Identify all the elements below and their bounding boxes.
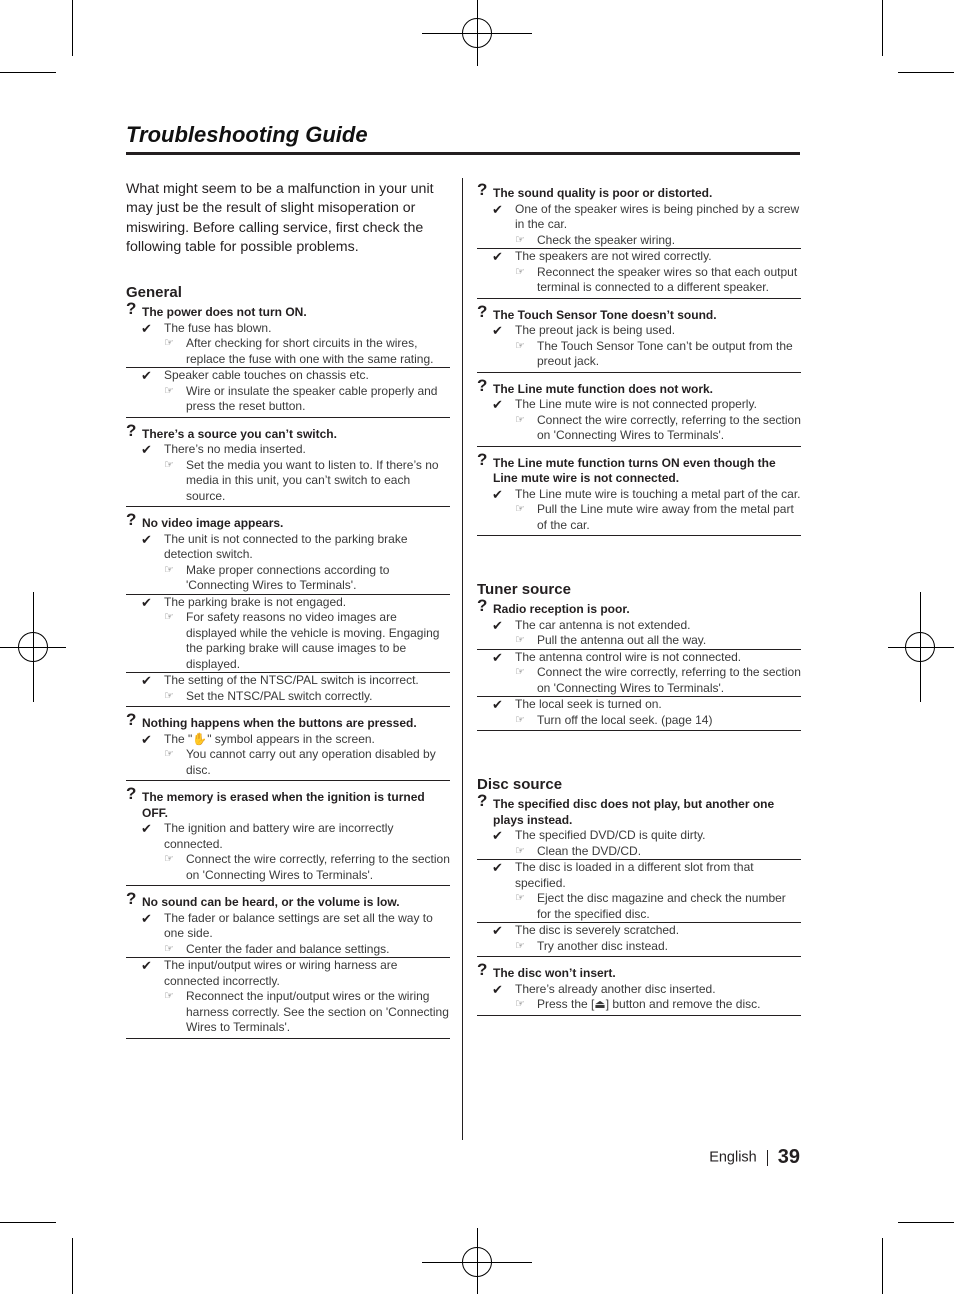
cause-block [477, 248, 801, 296]
problem-title [126, 299, 450, 321]
cause-block [126, 442, 450, 504]
remedy-line [477, 339, 801, 370]
problem-title [126, 420, 450, 443]
cause-block [477, 202, 801, 249]
cause-text: The unit is not connected to the parking brake detection switch. [164, 531, 408, 562]
problem-entry [126, 710, 450, 781]
cause-text: The local seek is turned on. [515, 697, 662, 711]
crop-mark [0, 72, 56, 73]
problem-entry [477, 301, 801, 373]
cause-block [126, 732, 450, 779]
problem-entry [126, 889, 450, 1039]
check-icon: ✔ [141, 821, 152, 837]
check-icon: ✔ [492, 323, 503, 338]
remedy-line [126, 458, 450, 505]
cause-line [126, 368, 450, 384]
cause-line [126, 958, 450, 989]
footer-language: English [709, 1149, 757, 1166]
section-heading: Tuner source [477, 581, 571, 598]
question-icon: ? [477, 449, 488, 469]
remedy-text: The Touch Sensor Tone can’t be output from the preout jack. [537, 338, 793, 368]
hand-pointer-icon: ☞ [515, 339, 525, 352]
check-icon: ✔ [492, 860, 503, 875]
hand-pointer-icon: ☞ [164, 337, 174, 350]
right-column [477, 180, 801, 1025]
cause-block [126, 532, 450, 594]
cause-block [477, 618, 801, 649]
hand-pointer-icon: ☞ [164, 563, 174, 576]
intro-paragraph: What might seem to be a malfunction in your unit may just be the result of slight misoperation or miswiring. Before calling service, first check the following table for possible problems. [126, 181, 434, 255]
registration-circle [905, 632, 935, 662]
section-block [477, 180, 801, 536]
hand-pointer-icon: ☞ [515, 265, 525, 278]
hand-pointer-icon: ☞ [164, 853, 174, 866]
hand-pointer-icon: ☞ [515, 939, 525, 952]
problem-entry [126, 784, 450, 886]
check-icon: ✔ [141, 958, 152, 974]
hand-pointer-icon: ☞ [515, 713, 525, 726]
check-icon: ✔ [492, 981, 503, 997]
problem-text: The Line mute function does not work. [493, 381, 714, 396]
check-icon: ✔ [141, 531, 152, 547]
problem-title [477, 791, 801, 828]
hand-pointer-icon: ☞ [164, 384, 174, 397]
remedy-text: Check the speaker wiring. [537, 232, 676, 247]
problem-title [477, 375, 801, 398]
cause-line [126, 821, 450, 852]
problem-entry [477, 960, 801, 1016]
problem-title [126, 889, 450, 911]
cause-line [477, 323, 801, 339]
section-heading: General [126, 284, 182, 302]
section-heading: Disc source [477, 776, 563, 793]
cause-block [126, 321, 450, 368]
remedy-line [477, 713, 801, 729]
left-column [126, 180, 450, 1048]
remedy-line [477, 997, 801, 1013]
problem-title [477, 180, 801, 202]
remedy-line [477, 844, 801, 860]
cause-text: The disc is severely scratched. [515, 923, 680, 937]
question-icon: ? [477, 791, 488, 810]
remedy-line [126, 942, 450, 958]
remedy-line [126, 747, 450, 778]
remedy-line [126, 384, 450, 415]
problem-title [477, 596, 801, 618]
question-icon: ? [126, 299, 137, 319]
check-icon: ✔ [141, 731, 152, 747]
cause-text: The parking brake is not engaged. [164, 594, 347, 609]
question-icon: ? [477, 375, 488, 395]
title-rule [126, 152, 800, 155]
problem-text: There’s a source you can’t switch. [142, 426, 337, 441]
cause-text: The specified DVD/CD is quite dirty. [515, 828, 706, 842]
cause-line [477, 923, 801, 939]
remedy-line [126, 563, 450, 594]
check-icon: ✔ [492, 617, 503, 633]
question-icon: ? [477, 596, 488, 615]
problem-text: The Touch Sensor Tone doesn’t sound. [493, 307, 717, 322]
problem-entry [477, 180, 801, 299]
column-divider [462, 178, 463, 1140]
remedy-text: For safety reasons no video images are displayed while the vehicle is moving. Engaging the parking brake will cause images to be displayed. [186, 610, 440, 671]
problem-text: The memory is erased when the ignition is turned OFF. [142, 790, 425, 820]
problem-text: The power does not turn ON. [142, 305, 307, 320]
cause-line [477, 202, 801, 233]
hand-pointer-icon: ☞ [164, 458, 174, 471]
page-footer [709, 1146, 800, 1169]
cause-line [477, 697, 801, 713]
remedy-line [477, 891, 801, 922]
cause-text: The Line mute wire is not connected properly. [515, 397, 757, 411]
check-icon: ✔ [141, 442, 152, 458]
remedy-line [477, 939, 801, 955]
cause-line [477, 650, 801, 666]
question-icon: ? [126, 889, 137, 909]
remedy-line [477, 265, 801, 296]
cause-text: There’s already another disc inserted. [515, 981, 716, 996]
remedy-text: Reconnect the speaker wires so that each output terminal is connected to a different speaker. [537, 264, 798, 294]
cause-block [126, 672, 450, 704]
cause-line [477, 397, 801, 413]
hand-pointer-icon: ☞ [515, 634, 525, 646]
problem-text: Nothing happens when the buttons are pressed. [142, 716, 417, 731]
remedy-text: Eject the disc magazine and check the number for the specified disc. [537, 891, 786, 921]
check-icon: ✔ [141, 320, 152, 336]
problem-entry [126, 299, 450, 418]
check-icon: ✔ [492, 649, 503, 665]
problem-title [126, 710, 450, 732]
question-icon: ? [477, 960, 488, 979]
problem-text: No sound can be heard, or the volume is low. [142, 895, 400, 910]
cause-block [477, 397, 801, 444]
hand-pointer-icon: ☞ [515, 233, 525, 246]
cause-text: The speakers are not wired correctly. [515, 249, 712, 263]
problem-entry [126, 510, 450, 707]
problem-entry [477, 791, 801, 957]
remedy-text: Clean the DVD/CD. [537, 843, 642, 858]
cause-block [126, 911, 450, 958]
remedy-text: Reconnect the input/output wires or the wiring harness correctly. See the section on 'Connecting Wires to Terminals'. [186, 989, 449, 1035]
cause-line [126, 595, 450, 611]
cause-line [477, 982, 801, 998]
problem-entry [477, 449, 801, 537]
cause-block [126, 821, 450, 883]
hand-pointer-icon: ☞ [515, 666, 525, 678]
cause-text: The preout jack is being used. [515, 323, 676, 337]
check-icon: ✔ [492, 249, 503, 264]
crop-mark [72, 1238, 73, 1294]
cause-block [126, 367, 450, 415]
cause-text: The input/output wires or wiring harness are connected incorrectly. [164, 958, 398, 988]
cause-line [477, 828, 801, 844]
remedy-line [126, 852, 450, 883]
cause-block [477, 982, 801, 1013]
cause-block [126, 594, 450, 673]
check-icon: ✔ [492, 397, 503, 412]
cause-block [477, 828, 801, 859]
cause-block [477, 859, 801, 922]
problem-text: Radio reception is poor. [493, 602, 630, 616]
cause-block [477, 696, 801, 728]
registration-circle [462, 1247, 492, 1277]
crop-mark [72, 0, 73, 56]
cause-line [477, 487, 801, 503]
problem-entry [477, 375, 801, 447]
crop-mark [898, 1222, 954, 1223]
footer-separator [767, 1150, 768, 1166]
crop-mark [882, 1238, 883, 1294]
problem-title [477, 449, 801, 487]
check-icon: ✔ [492, 201, 503, 217]
cause-line [126, 321, 450, 337]
hand-pointer-icon: ☞ [164, 748, 174, 761]
problem-title [126, 510, 450, 532]
problem-title [477, 301, 801, 324]
hand-pointer-icon: ☞ [515, 413, 525, 426]
remedy-line [477, 665, 801, 696]
check-icon: ✔ [141, 368, 152, 384]
cause-text: Speaker cable touches on chassis etc. [164, 368, 369, 383]
check-icon: ✔ [492, 923, 503, 938]
problem-text: No video image appears. [142, 516, 284, 531]
crop-mark [0, 1222, 56, 1223]
remedy-text: Turn off the local seek. (page 14) [537, 712, 713, 727]
cause-line [126, 732, 450, 748]
cause-text: The antenna control wire is not connected. [515, 649, 742, 664]
remedy-line [126, 989, 450, 1036]
hand-pointer-icon: ☞ [515, 503, 525, 515]
remedy-text: Make proper connections according to 'Connecting Wires to Terminals'. [186, 562, 390, 593]
problem-title [477, 960, 801, 982]
section-block [477, 581, 801, 731]
question-icon: ? [477, 180, 488, 199]
remedy-text: Pull the antenna out all the way. [537, 633, 707, 647]
remedy-text: Set the NTSC/PAL switch correctly. [186, 688, 373, 703]
cause-text: The Line mute wire is touching a metal part of the car. [515, 486, 801, 501]
remedy-text: You cannot carry out any operation disabled by disc. [186, 747, 436, 777]
section-block [477, 776, 801, 1016]
problem-text: The Line mute function turns ON even though the Line mute wire is not connected. [493, 455, 776, 485]
cause-text: The car antenna is not extended. [515, 617, 691, 632]
hand-pointer-icon: ☞ [515, 998, 525, 1010]
remedy-line [126, 336, 450, 367]
cause-line [126, 532, 450, 563]
remedy-text: Try another disc instead. [537, 938, 668, 953]
remedy-text: Connect the wire correctly, referring to the section on 'Connecting Wires to Terminals'. [186, 852, 450, 882]
hand-pointer-icon: ☞ [164, 990, 174, 1003]
remedy-text: Press the [⏏] button and remove the disc. [537, 997, 761, 1011]
problem-entry [477, 596, 801, 731]
cause-block [126, 957, 450, 1036]
cause-line [126, 673, 450, 689]
cause-block [477, 922, 801, 954]
check-icon: ✔ [141, 910, 152, 926]
remedy-text: Pull the Line mute wire away from the metal part of the car. [537, 502, 794, 532]
check-icon: ✔ [492, 697, 503, 712]
registration-circle [18, 632, 48, 662]
page-title: Troubleshooting Guide [126, 122, 368, 147]
crop-mark [882, 0, 883, 56]
question-icon: ? [126, 710, 137, 730]
hand-pointer-icon: ☞ [164, 942, 174, 955]
remedy-line [477, 502, 801, 533]
page-number: 39 [777, 1146, 800, 1168]
cause-text: There’s no media inserted. [164, 442, 306, 457]
remedy-text: Connect the wire correctly, referring to the section on 'Connecting Wires to Terminals'. [537, 665, 801, 695]
section-block [126, 284, 450, 1039]
cause-block [477, 323, 801, 370]
remedy-text: Wire or insulate the speaker cable properly and press the reset button. [186, 383, 438, 414]
check-icon: ✔ [492, 486, 503, 502]
remedy-text: Connect the wire correctly, referring to the section on 'Connecting Wires to Terminals'. [537, 412, 801, 442]
remedy-text: After checking for short circuits in the wires, replace the fuse with one with the same rating. [186, 336, 434, 366]
cause-text: The disc is loaded in a different slot from that specified. [515, 860, 754, 890]
cause-line [477, 249, 801, 265]
cause-text: The fuse has blown. [164, 320, 272, 335]
cause-text: One of the speaker wires is being pinched by a screw in the car. [515, 201, 800, 231]
question-icon: ? [126, 420, 137, 440]
problem-entry [126, 420, 450, 508]
check-icon: ✔ [141, 594, 152, 610]
cause-text: The fader or balance settings are set all the way to one side. [164, 910, 433, 941]
remedy-line [126, 689, 450, 705]
cause-text: The setting of the NTSC/PAL switch is incorrect. [164, 673, 419, 688]
cause-text: The "✋" symbol appears in the screen. [164, 731, 375, 746]
cause-line [126, 442, 450, 458]
check-icon: ✔ [141, 673, 152, 689]
remedy-text: Center the fader and balance settings. [186, 941, 390, 956]
crop-mark [898, 72, 954, 73]
remedy-line [126, 610, 450, 672]
problem-title [126, 784, 450, 821]
cause-line [477, 860, 801, 891]
problem-text: The sound quality is poor or distorted. [493, 186, 713, 200]
remedy-text: Set the media you want to listen to. If there’s no media in this unit, you can’t switch to each source. [186, 457, 439, 503]
problem-text: The specified disc does not play, but another one plays instead. [493, 797, 775, 827]
question-icon: ? [126, 510, 137, 530]
cause-block [477, 487, 801, 534]
cause-line [126, 911, 450, 942]
registration-circle [462, 18, 492, 48]
question-icon: ? [477, 301, 488, 321]
problem-text: The disc won’t insert. [493, 966, 616, 980]
check-icon: ✔ [492, 828, 503, 843]
hand-pointer-icon: ☞ [164, 611, 174, 624]
question-icon: ? [126, 784, 137, 804]
cause-line [477, 618, 801, 634]
cause-block [477, 649, 801, 697]
hand-pointer-icon: ☞ [515, 844, 525, 857]
remedy-line [477, 233, 801, 249]
hand-pointer-icon: ☞ [515, 892, 525, 904]
remedy-line [477, 633, 801, 649]
cause-text: The ignition and battery wire are incorrectly connected. [164, 821, 394, 851]
hand-pointer-icon: ☞ [164, 689, 174, 702]
remedy-line [477, 413, 801, 444]
